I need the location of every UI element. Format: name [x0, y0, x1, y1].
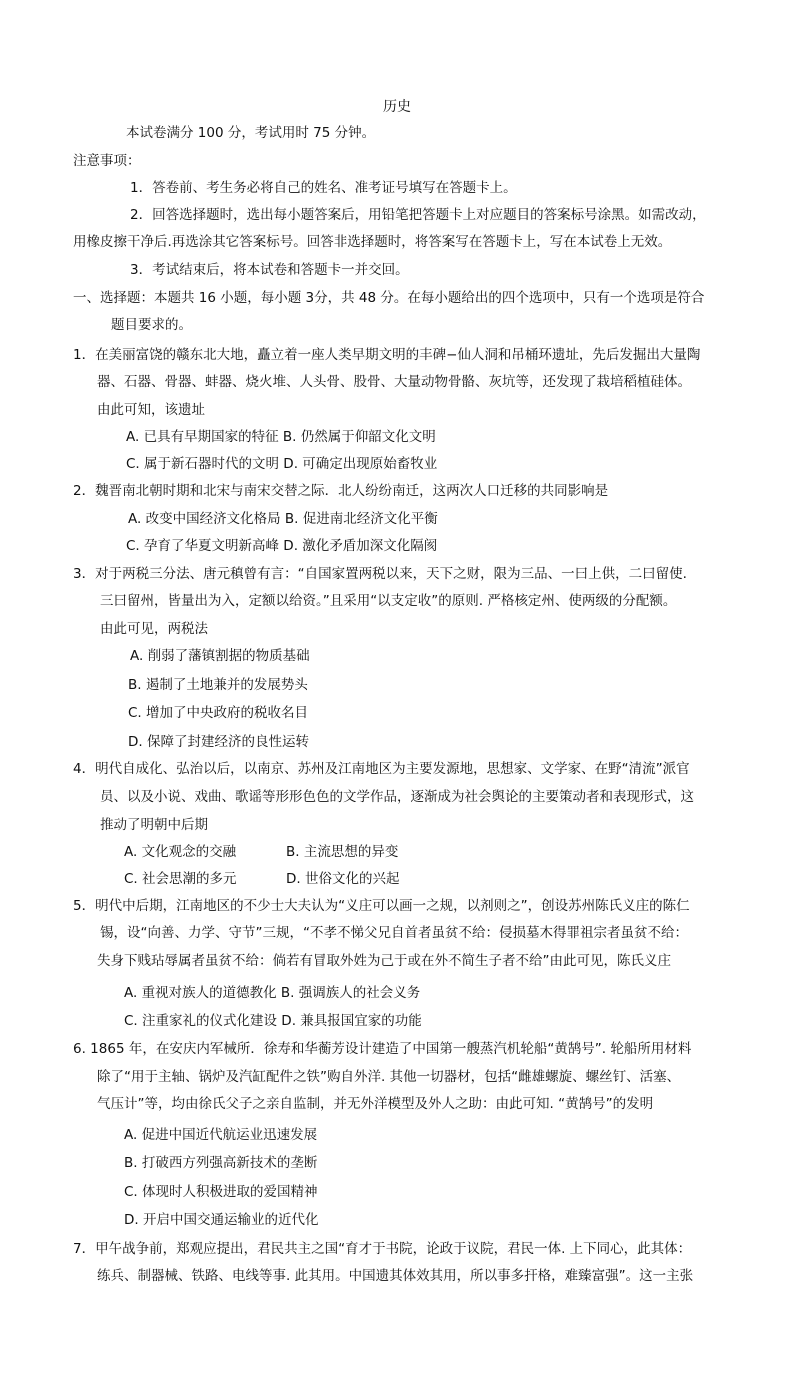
question-4-option: B. 主流思想的异变: [286, 844, 399, 860]
question-6-option: D. 开启中国交通运输业的近代化: [124, 1212, 319, 1228]
question-3-stem: 由此可见，两税法: [100, 621, 208, 637]
notice-item: 2．回答选择题时，选出每小题答案后，用铅笔把答题卡上对应题目的答案标号涂黑。如需改动，: [130, 207, 706, 223]
question-4-stem: 4．明代自成化、弘治以后，以南京、苏州及江南地区为主要发源地，思想家、文学家、在野“清流”派官: [73, 761, 690, 777]
question-1-stem: 器、石器、骨器、蚌器、烧火堆、人头骨、股骨、大量动物骨骼、灰坑等，还发现了栽培稻植硅体。: [97, 374, 691, 390]
question-4-option: D. 世俗文化的兴起: [286, 871, 400, 887]
section-heading: 一、选择题：本题共 16 小题，每小题 3分，共 48 分。在每小题给出的四个选项中，只有一个选项是符合: [73, 290, 705, 306]
question-5-option: C. 注重家礼的仪式化建设 D. 兼具报国宜家的功能: [124, 1013, 422, 1029]
question-1-stem: 1．在美丽富饶的赣东北大地，矗立着一座人类早期文明的丰碑−仙人洞和吊桶环遗址，先后发掘出大量陶: [73, 347, 701, 363]
question-5-stem: 5．明代中后期，江南地区的不少士大夫认为“义庄可以画一之规，以剂则之”，创设苏州陈氏义庄的陈仁: [73, 898, 690, 914]
question-4-option: C. 社会思潮的多元: [124, 871, 237, 887]
question-3-option: D. 保障了封建经济的良性运转: [128, 734, 309, 750]
question-1-option: C. 属于新石器时代的文明 D. 可确定出现原始畜牧业: [126, 456, 438, 472]
question-2-option: C. 孕育了华夏文明新高峰 D. 激化矛盾加深文化隔阂: [126, 538, 438, 554]
notice-heading: 注意事项：: [73, 153, 141, 169]
question-2-stem: 2．魏晋南北朝时期和北宋与南宋交替之际．北人纷纷南迁，这两次人口迁移的共同影响是: [73, 483, 609, 499]
section-heading: 题目要求的。: [111, 317, 192, 333]
exam-intro: 本试卷满分 100 分，考试用时 75 分钟。: [126, 125, 376, 141]
question-4-option: A. 文化观念的交融: [124, 844, 237, 860]
question-2-option: A. 改变中国经济文化格局 B. 促进南北经济文化平衡: [128, 511, 438, 527]
question-6-stem: 除了“用于主轴、锅炉及汽缸配件之铁”购自外洋. 其他一切器材，包括“雌雄螺旋、螺丝钉、活塞、: [97, 1069, 681, 1085]
question-5-stem: 失身下贱玷辱属者虽贫不给：倘若有冒取外姓为己于或在外不简生子者不给”由此可见，陈氏义庄: [97, 953, 671, 969]
question-7-stem: 练兵、制器械、铁路、电线等事. 此其用。中国遗其体效其用，所以事多扞格，难臻富强”。这一主张: [97, 1268, 694, 1284]
question-3-stem: 三曰留州，皆量出为入，定额以给资。”且采用“以支定收”的原则. 严格核定州、使两级的分配额。: [100, 593, 677, 609]
question-1-option: A. 已具有早期国家的特征 B. 仍然属于仰韶文化文明: [126, 429, 436, 445]
question-4-stem: 员、以及小说、戏曲、歌谣等形形色色的文学作品，逐渐成为社会舆论的主要策动者和表现形式，这: [100, 789, 694, 805]
question-6-option: A. 促进中国近代航运业迅速发展: [124, 1127, 318, 1143]
notice-item: 3．考试结束后，将本试卷和答题卡一并交回。: [130, 262, 409, 278]
question-3-option: C. 增加了中央政府的税收名目: [128, 705, 309, 721]
page-title: 历史: [383, 99, 411, 115]
question-6-option: B. 打破西方列强高新技术的垄断: [124, 1155, 318, 1171]
question-1-stem: 由此可知，该遗址: [97, 402, 205, 418]
question-3-option: A. 削弱了藩镇割据的物质基础: [130, 648, 310, 664]
notice-item: 1．答卷前、考生务必将自己的姓名、准考证号填写在答题卡上。: [130, 180, 517, 196]
question-6-stem: 6. 1865 年，在安庆内军械所．徐寿和华蘅芳设计建造了中国第一艘蒸汽机轮船“黄鹄号”. 轮船所用材料: [73, 1041, 692, 1057]
question-5-stem: 锡，设“向善、力学、守节”三规，“不孝不悌父兄自首者虽贫不给：侵损墓木得罪祖宗者虽贫不给：: [100, 925, 688, 941]
question-4-stem: 推动了明朝中后期: [100, 817, 208, 833]
question-6-option: C. 体现时人积极进取的爱国精神: [124, 1184, 318, 1200]
question-5-option: A. 重视对族人的道德教化 B. 强调族人的社会义务: [124, 985, 421, 1001]
question-6-stem: 气压计”等，均由徐氏父子之亲自监制，并无外洋模型及外人之助：由此可知. “黄鹄号”的发明: [97, 1096, 654, 1112]
question-7-stem: 7．甲午战争前，郑观应提出，君民共主之国“育才于书院，论政于议院，君民一体. 上下同心，此其体：: [73, 1241, 692, 1257]
question-3-option: B. 遏制了土地兼并的发展势头: [128, 677, 308, 693]
question-3-stem: 3．对于两税三分法、唐元稹曾有言：“自国家置两税以来，天下之财，限为三品、一曰上供，二曰留使.: [73, 566, 687, 582]
notice-item: 用橡皮擦干净后.再选涂其它答案标号。回答非选择题时，将答案写在答题卡上，写在本试卷上无效。: [73, 234, 672, 250]
